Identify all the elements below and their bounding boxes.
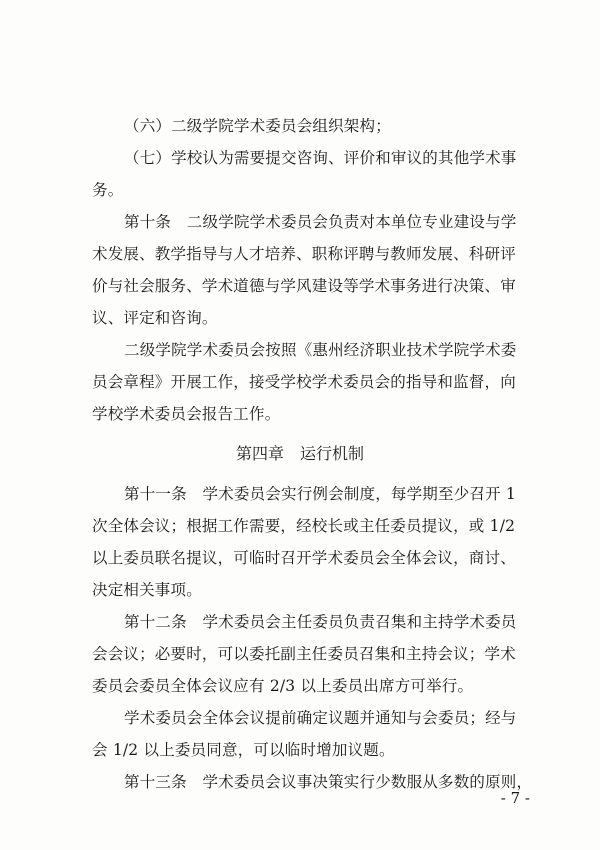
text-line: 第十一条 学术委员会实行例会制度，每学期至少召开 1	[124, 485, 516, 503]
text-line: 以上委员联名提议，可临时召开学术委员会全体会议，商讨、	[92, 549, 516, 567]
text-line: 价与社会服务、学术道德与学风建设等学术事务进行决策、审	[92, 277, 516, 295]
text-line: 务。	[92, 181, 124, 199]
chapter-heading: 第四章 运行机制	[235, 444, 364, 463]
text-line: 学术委员会全体会议提前确定议题并通知与会委员；经与	[124, 709, 517, 727]
text-line: 议、评定和咨询。	[92, 309, 218, 327]
text-line: 第十二条 学术委员会主任委员负责召集和主持学术委员	[124, 613, 517, 631]
text-line: （七）学校认为需要提交咨询、评价和审议的其他学术事	[124, 149, 517, 167]
page-number: - 7 -	[500, 789, 530, 807]
text-line: 术发展、教学指导与人才培养、职称评聘与教师发展、科研评	[92, 245, 516, 263]
text-line: 第十条 二级学院学术委员会负责对本单位专业建设与学	[124, 213, 517, 231]
text-line: 会会议；必要时，可以委托副主任委员召集和主持会议；学术	[92, 645, 516, 663]
text-line: 委员会委员全体会议应有 2/3 以上委员出席方可举行。	[92, 677, 474, 695]
text-line: （六）二级学院学术委员会组织架构；	[124, 117, 391, 135]
text-line: 员会章程》开展工作，接受学校学术委员会的指导和监督，向	[92, 373, 516, 391]
text-line: 次全体会议；根据工作需要，经校长或主任委员提议，或 1/2	[92, 517, 516, 535]
text-line: 学校学术委员会报告工作。	[92, 405, 281, 423]
text-line: 决定相关事项。	[92, 581, 202, 599]
text-line: 会 1/2 以上委员同意，可以临时增加议题。	[92, 741, 395, 759]
text-line: 二级学院学术委员会按照《惠州经济职业技术学院学术委	[124, 341, 517, 359]
text-line: 第十三条 学术委员会议事决策实行少数服从多数的原则，	[124, 773, 533, 791]
